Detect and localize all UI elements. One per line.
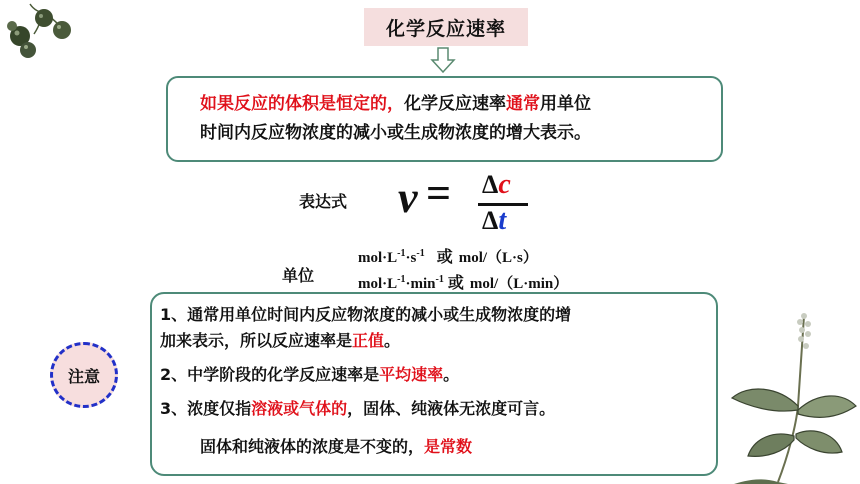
units-or-2: 或 (447, 273, 464, 292)
positive-value: 正值 (352, 331, 385, 350)
note-item-1-line-2: 加来表示，所以反应速率是正值。 (160, 331, 401, 350)
delta-symbol-top: Δ (482, 170, 499, 199)
definition-box (166, 76, 723, 162)
solution-or-gas: 溶液或气体的 (251, 399, 348, 418)
plant-decoration (718, 306, 860, 484)
definition-line-1 (200, 90, 707, 119)
is-constant: 是常数 (424, 437, 473, 456)
berries-decoration (0, 0, 80, 62)
definition-text-b: 用单位 (540, 94, 591, 114)
units-line-2: $mol\cdot L^{-1}\cdot\min^{-1}$ 或 mol/（L·min） (358, 273, 569, 292)
down-arrow-icon (430, 47, 456, 73)
note-item-4: 固体和纯液体的浓度是不变的，是常数 (200, 437, 473, 456)
definition-text-a: 化学反应速率 (404, 94, 506, 114)
expression-label: 表达式 (299, 192, 348, 211)
rate-formula (398, 168, 548, 238)
notes-box (150, 292, 718, 476)
velocity-symbol: v (398, 173, 418, 222)
fraction-numerator (482, 170, 511, 203)
concentration-symbol: c (498, 169, 511, 200)
note-item-1-line-1: 1、通常用单位时间内反应物浓度的减小或生成物浓度的增 (160, 305, 572, 324)
units-or-1: 或 (436, 247, 453, 266)
note-item-3: 3、浓度仅指溶液或气体的，固体、纯液体无浓度可言。 (160, 399, 556, 418)
time-symbol: t (498, 205, 507, 236)
units-label: 单位 (282, 266, 315, 285)
note-badge: 注意 (50, 342, 118, 408)
definition-condition: 如果反应的体积是恒定的， (200, 94, 404, 114)
units-line-1: $mol\cdot L^{-1}\cdot s^{-1}$ 或 mol/（L·s） (358, 247, 538, 266)
fraction-denominator (482, 206, 506, 239)
page-title: 化学反应速率 (364, 8, 528, 46)
delta-symbol-bottom: Δ (482, 206, 499, 235)
definition-line-2: 时间内反应物浓度的减小或生成物浓度的增大表示。 (200, 123, 591, 143)
definition-usually: 通常 (506, 94, 540, 114)
equals-sign: = (426, 169, 452, 218)
average-rate: 平均速率 (379, 365, 444, 384)
note-item-2: 2、中学阶段的化学反应速率是平均速率。 (160, 365, 460, 384)
units-list (358, 243, 568, 295)
